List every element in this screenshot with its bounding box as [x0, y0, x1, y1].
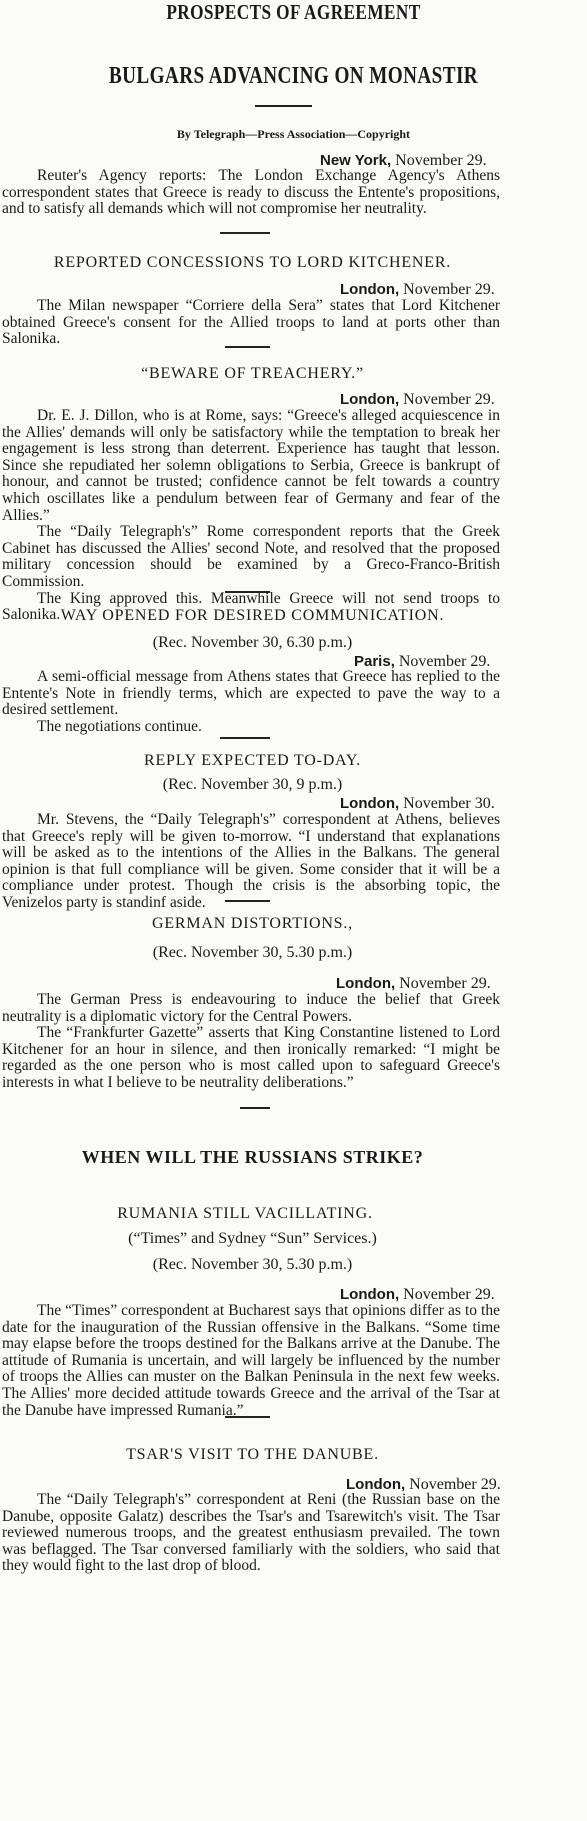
paragraph: The King approved this. Meanwhile Greece will not send troops to Salonika.: [2, 589, 500, 624]
paragraph: The “Daily Telegraph's” Rome correspondent reports that the Greek Cabinet has discussed the Allies' second Note, and resolved that the proposed military concession should be examined by a Greco-Franco-British Commission.: [2, 523, 500, 590]
dateline-city: London,: [340, 281, 400, 298]
dateline-city: Paris,: [354, 653, 395, 670]
paragraph: A semi-official message from Athens states that Greece has replied to the Entente's Note in friendly terms, which are expected to pave the way to a desired settlement.: [2, 668, 500, 719]
dateline-date: November 30.: [403, 795, 495, 812]
section-heading: REPLY EXPECTED TO-DAY.: [143, 752, 362, 769]
dateline-date: November 29.: [403, 391, 495, 408]
section-heading: “BEWARE OF TREACHERY.”: [141, 365, 364, 382]
paragraph: The “Daily Telegraph's” correspondent at Reni (the Russian base on the Danube, opposite Galatz) describes the Tsar's and Tsarewitch's visit. The Tsar reviewed numerous troops, and the greatest enthusiasm prevailed. The town was beflagged. The Tsar conversed familiarly with the soldiers, who said that they would fight to the last drop of blood.: [2, 1491, 500, 1575]
received-note: (Rec. November 30, 5.30 p.m.): [152, 1256, 353, 1273]
paragraph: The “Frankfurter Gazette” asserts that King Constantine listened to Lord Kitchener for an hour in silence, and then ironically remarked: “I might be regarded as the one person who is most called upon to safeguard Greece's interests in what I believe to be neutrality deliberations.”: [2, 1024, 500, 1091]
section-main-heading: WHEN WILL THE RUSSIANS STRIKE?: [81, 1147, 424, 1167]
divider: [225, 346, 270, 348]
divider: [225, 1416, 270, 1418]
article-body: [2, 1492, 500, 1575]
dateline-date: November 29.: [399, 975, 491, 992]
dateline-city: New York,: [320, 152, 392, 169]
paragraph: The Milan newspaper “Corriere della Sera” states that Lord Kitchener obtained Greece's consent for the Allied troops to land at ports other than Salonika.: [2, 297, 500, 348]
paragraph: The negotiations continue.: [37, 717, 202, 735]
article-body: [2, 992, 500, 1092]
article-body: [2, 669, 500, 735]
article-body: [2, 298, 500, 348]
dateline-city: London,: [336, 975, 396, 992]
main-heading: BULGARS ADVANCING ON MONASTIR: [108, 63, 479, 89]
dateline-date: November 29.: [403, 1286, 495, 1303]
divider: [255, 105, 312, 107]
dateline-date: November 29.: [409, 1476, 501, 1493]
dateline-city: London,: [346, 1476, 406, 1493]
article-body: [2, 168, 500, 218]
section-heading: TSAR'S VISIT TO THE DANUBE.: [126, 1446, 379, 1463]
dateline-date: November 29.: [395, 152, 487, 169]
paragraph: The “Times” correspondent at Bucharest says that opinions differ as to the date for the inauguration of the Russian offensive in the Balkans. “Some time may elapse before the troops destined for the Balkans arrive at the Danube. The attitude of Rumania is uncertain, and will largely be influenced by the number of troops the Allies can muster on the Balkan Peninsula in the next few weeks. The Allies' more decided attitude towards Greece and the arrival of the Tsar at the Danube have impressed Rumania.”: [2, 1302, 500, 1419]
dateline-date: November 29.: [403, 281, 495, 298]
divider: [220, 737, 270, 739]
dateline-city: London,: [340, 795, 400, 812]
dateline-city: London,: [340, 391, 400, 408]
article-body: [2, 812, 500, 912]
divider: [225, 900, 270, 902]
byline: By Telegraph—Press Association—Copyright: [176, 127, 411, 141]
paragraph: Dr. E. J. Dillon, who is at Rome, says: “Greece's alleged acquiescence in the Allies' demands will only be satisfactory while the temptation to break her engagement is less strong than deterrent. Experience has taught that lesson. Since she repudiated her solemn obligations to Serbia, Greece is bankrupt of honour, and cannot be trusted; confidence cannot be felt towards a country which oscillates like a pendulum between fear of Germany and fear of the Allies.”: [2, 407, 500, 524]
paragraph: Reuter's Agency reports: The London Exchange Agency's Athens correspondent states that Greece is ready to discuss the Entente's propositions, and to satisfy all demands which will not compromise her neutrality.: [2, 167, 500, 218]
dateline-city: London,: [340, 1286, 400, 1303]
top-heading: PROSPECTS OF AGREEMENT: [166, 0, 421, 24]
divider: [225, 591, 270, 593]
received-note: (Rec. November 30, 5.30 p.m.): [152, 944, 353, 961]
section-heading: WAY OPENED FOR DESIRED COMMUNICATION.: [60, 607, 445, 624]
section-heading: GERMAN DISTORTIONS.,: [152, 915, 353, 932]
received-note: (Rec. November 30, 6.30 p.m.): [152, 634, 353, 651]
dateline-date: November 29.: [398, 653, 491, 670]
received-note: (Rec. November 30, 9 p.m.): [162, 776, 343, 793]
paragraph: The German Press is endeavouring to induce the belief that Greek neutrality is a diplomatic victory for the Central Powers.: [2, 991, 500, 1025]
article-body: [2, 1303, 500, 1419]
divider: [220, 232, 270, 234]
section-heading: REPORTED CONCESSIONS TO LORD KITCHENER.: [53, 254, 452, 271]
divider: [240, 1107, 270, 1109]
section-heading: RUMANIA STILL VACILLATING.: [117, 1205, 373, 1222]
paragraph: Mr. Stevens, the “Daily Telegraph's” correspondent at Athens, believes that Greece's reply will be given to-morrow. “I understand that explanations will be asked as to the intentions of the Allies in the Balkans. The general opinion is that full compliance will be given. Some consider that it will be a compliance under protest. Though the crisis is the absorbing topic, the Venizelos party is standinf aside.: [2, 811, 500, 911]
services-note: (“Times” and Sydney “Sun” Services.): [128, 1230, 377, 1247]
